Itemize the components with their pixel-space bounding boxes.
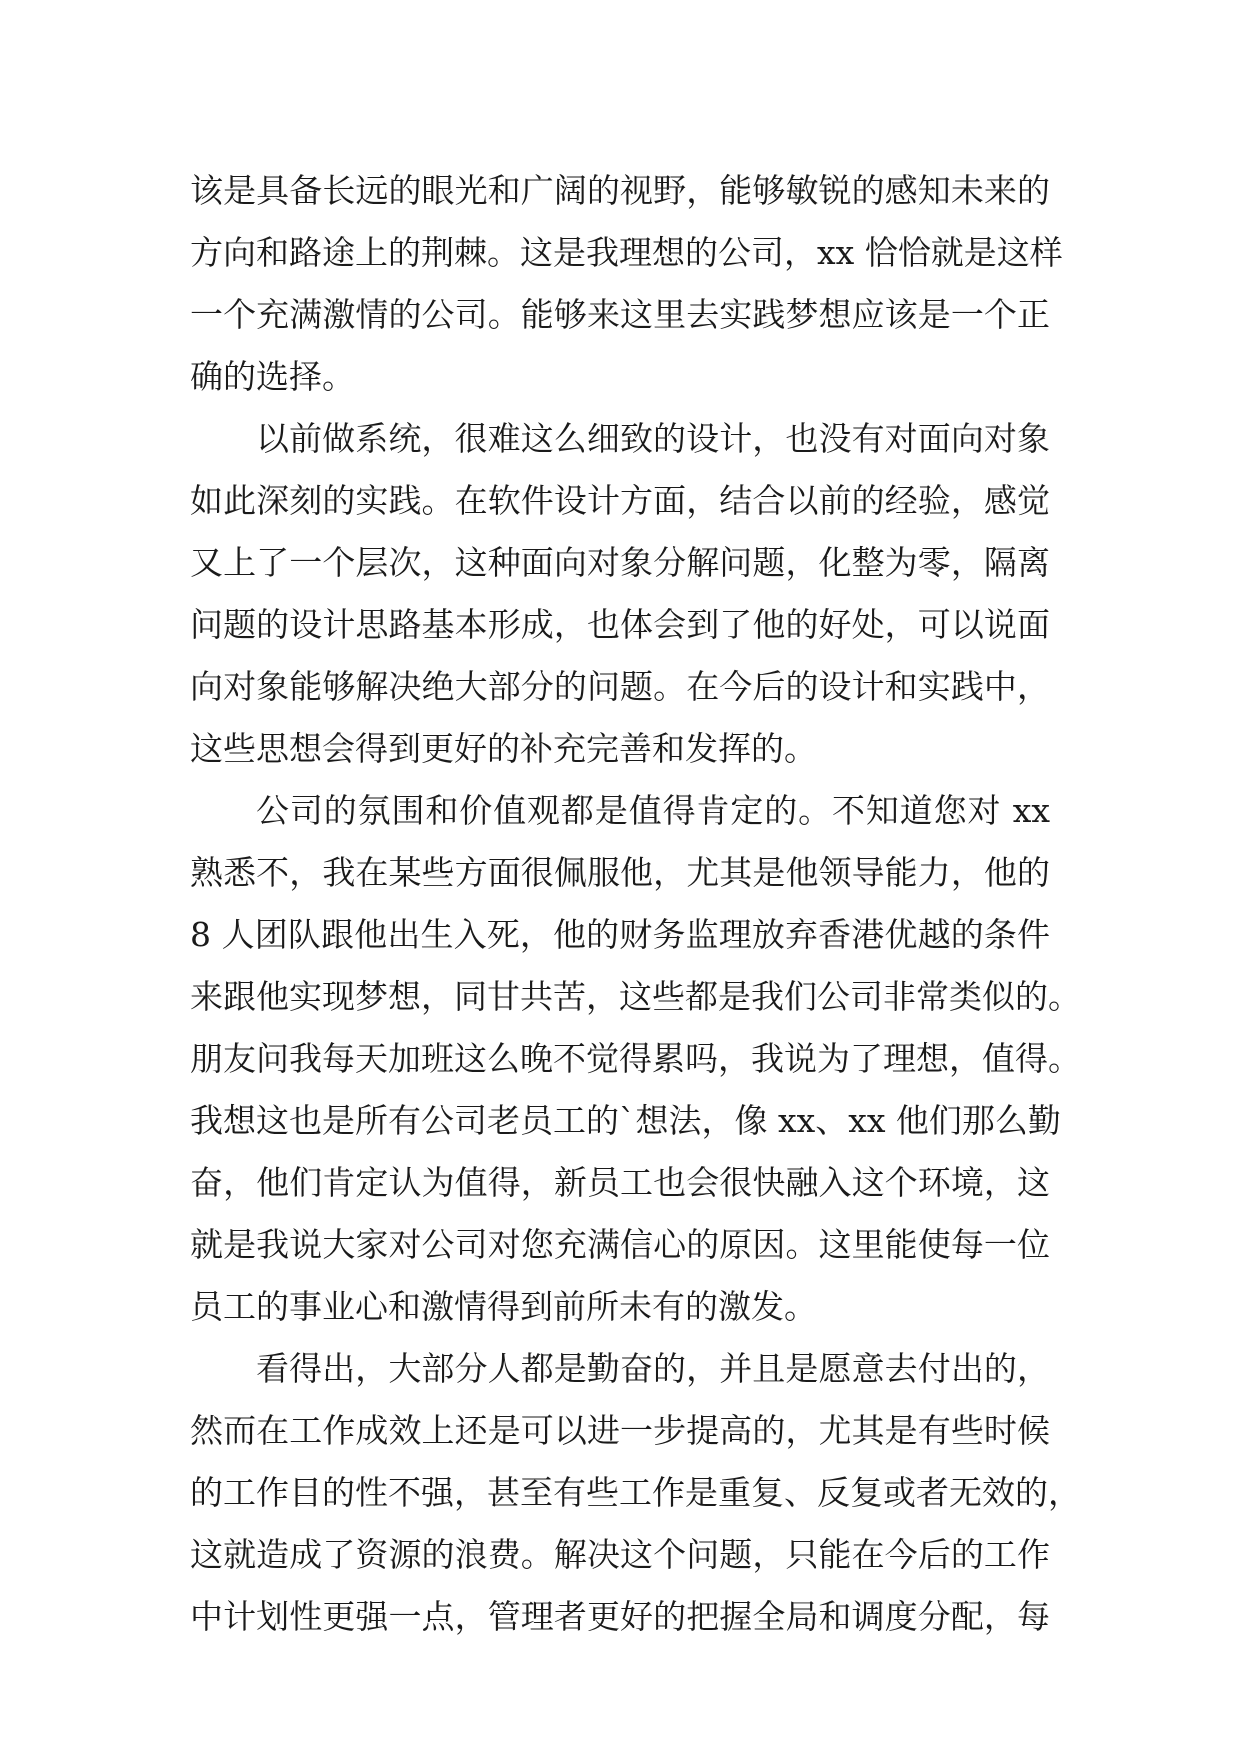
text-line: 又上了一个层次，这种面向对象分解问题，化整为零，隔离 bbox=[190, 543, 1050, 582]
text-line: 的工作目的性不强，甚至有些工作是重复、反复或者无效的， bbox=[190, 1473, 1081, 1512]
text-line: 就是我说大家对公司对您充满信心的原因。这里能使每一位 bbox=[190, 1225, 1050, 1264]
paragraph-1 bbox=[190, 160, 1063, 408]
text-line: 该是具备长远的眼光和广阔的视野，能够敏锐的感知未来的 bbox=[190, 171, 1050, 210]
text-line: 来跟他实现梦想，同甘共苦，这些都是我们公司非常类似的。 bbox=[190, 977, 1081, 1016]
text-line: 看得出，大部分人都是勤奋的，并且是愿意去付出的， bbox=[256, 1349, 1050, 1388]
text-line: 一个充满激情的公司。能够来这里去实践梦想应该是一个正 bbox=[190, 295, 1050, 334]
text-line: 以前做系统，很难这么细致的设计，也没有对面向对象 bbox=[256, 419, 1050, 458]
text-line: 8 人团队跟他出生入死，他的财务监理放弃香港优越的条件 bbox=[190, 915, 1050, 954]
text-line: 员工的事业心和激情得到前所未有的激发。 bbox=[190, 1287, 817, 1326]
document-body bbox=[190, 160, 1081, 1648]
paragraph-3 bbox=[190, 780, 1081, 1338]
text-line: 我想这也是所有公司老员工的`想法，像 xx、xx 他们那么勤 bbox=[190, 1101, 1061, 1140]
text-line: 朋友问我每天加班这么晚不觉得累吗，我说为了理想，值得。 bbox=[190, 1039, 1081, 1078]
text-line: 如此深刻的实践。在软件设计方面，结合以前的经验，感觉 bbox=[190, 481, 1050, 520]
text-line: 方向和路途上的荆棘。这是我理想的公司，xx 恰恰就是这样 bbox=[190, 233, 1063, 272]
text-line: 中计划性更强一点，管理者更好的把握全局和调度分配，每 bbox=[190, 1597, 1050, 1636]
text-line: 熟悉不，我在某些方面很佩服他，尤其是他领导能力，他的 bbox=[190, 853, 1050, 892]
text-line: 确的选择。 bbox=[190, 357, 355, 396]
text-line: 奋，他们肯定认为值得，新员工也会很快融入这个环境，这 bbox=[190, 1163, 1050, 1202]
paragraph-4 bbox=[190, 1338, 1081, 1648]
text-line: 向对象能够解决绝大部分的问题。在今后的设计和实践中， bbox=[190, 667, 1050, 706]
text-line: 然而在工作成效上还是可以进一步提高的，尤其是有些时候 bbox=[190, 1411, 1050, 1450]
text-line: 这些思想会得到更好的补充完善和发挥的。 bbox=[190, 729, 817, 768]
paragraph-2 bbox=[190, 408, 1050, 780]
text-line: 问题的设计思路基本形成，也体会到了他的好处，可以说面 bbox=[190, 605, 1050, 644]
text-line: 公司的氛围和价值观都是值得肯定的。不知道您对 xx bbox=[256, 791, 1050, 830]
text-line: 这就造成了资源的浪费。解决这个问题，只能在今后的工作 bbox=[190, 1535, 1050, 1574]
